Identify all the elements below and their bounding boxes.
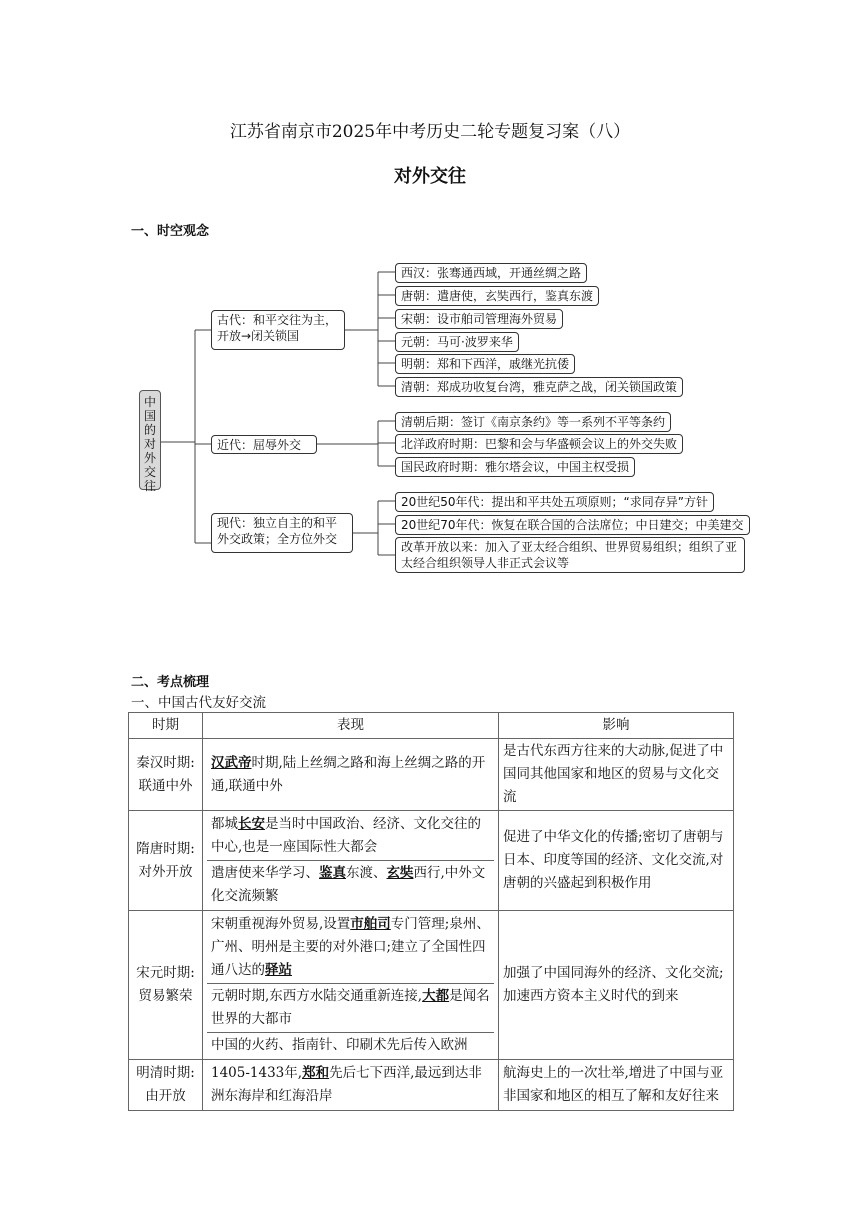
detail-item: [207, 751, 494, 799]
leaf-reform-era: 改革开放以来：加入了亚太经合组织、世界贸易组织；组织了亚太经合组织领导人非正式会议等: [395, 537, 745, 573]
detail-text: 1405-1433年,: [211, 1065, 303, 1081]
table-caption: 一、中国古代友好交流: [131, 695, 266, 711]
detail-text: 是闻名世界的大都市: [211, 988, 490, 1027]
table-row: [129, 739, 734, 811]
keyword: 鉴真: [319, 865, 346, 881]
table-row: [129, 811, 734, 911]
document-title: 江苏省南京市2025年中考历史二轮专题复习案（八）: [229, 122, 631, 142]
detail-item: [207, 861, 494, 909]
row-period: 隋唐时期:对外开放: [129, 811, 203, 911]
row-period: 宋元时期:贸易繁荣: [129, 911, 203, 1060]
detail-text: 遣唐使来华学习、: [211, 865, 319, 881]
detail-text: 时期,陆上丝绸之路和海上丝绸之路的开通,联通中外: [211, 754, 486, 794]
keyword: 玄奘: [386, 865, 414, 881]
detail-text: 元朝时期,东西方水陆交通重新连接,: [211, 988, 423, 1004]
leaf-late-qing: 清朝后期：签订《南京条约》等一系列不平等条约: [395, 412, 671, 432]
keyword: 长安: [238, 816, 265, 832]
detail-text: 东渡、: [346, 865, 387, 881]
table-header-row: [129, 713, 734, 739]
detail-text: 中国的火药、指南针、印刷术先后传入欧洲: [211, 1037, 468, 1053]
detail-item: [207, 1033, 494, 1058]
leaf-nationalist: 国民政府时期：雅尔塔会议，中国主权受损: [395, 457, 635, 477]
table-row: [129, 911, 734, 1060]
row-impact: 航海史上的一次壮举,增进了中国与亚非国家和地区的相互了解和友好往来: [499, 1060, 734, 1111]
detail-text: 都城: [211, 816, 238, 832]
row-details: [203, 739, 499, 811]
detail-item: [207, 984, 494, 1033]
detail-item: [207, 812, 494, 861]
row-details: [203, 1060, 499, 1111]
leaf-song: 宋朝：设市舶司管理海外贸易: [395, 309, 563, 329]
leaf-1970s: 20世纪70年代：恢复在联合国的合法席位；中日建交；中美建交: [395, 515, 750, 535]
header-impact: 影响: [499, 713, 734, 739]
row-period: 明清时期:由开放: [129, 1060, 203, 1111]
detail-text: 宋朝重视海外贸易,设置: [211, 916, 351, 932]
detail-text: 是当时中国政治、经济、文化交往的中心,也是一座国际性大都会: [211, 816, 481, 855]
mind-map-root: 中国的对外交往: [139, 390, 161, 490]
leaf-qing: 清朝：郑成功收复台湾，雅克萨之战，闭关锁国政策: [395, 377, 683, 397]
detail-text: 专门管理;泉州、广州、明州是主要的对外港口;建立了全国性四通八达的: [211, 916, 490, 978]
row-impact: 是古代东西方往来的大动脉,促进了中国同其他国家和地区的贸易与文化交流: [499, 739, 734, 811]
detail-item: [207, 1061, 494, 1109]
leaf-beiyang: 北洋政府时期：巴黎和会与华盛顿会议上的外交失败: [395, 434, 683, 454]
row-period: 秦汉时期:联通中外: [129, 739, 203, 811]
leaf-western-han: 西汉：张骞通西域，开通丝绸之路: [395, 263, 587, 283]
section-heading-keypoints: 二、考点梳理: [131, 675, 210, 690]
leaf-tang: 唐朝：遣唐使，玄奘西行，鉴真东渡: [395, 286, 599, 306]
exchange-table: [128, 712, 734, 1111]
keyword: 大都: [422, 988, 450, 1004]
keyword: 市舶司: [350, 916, 391, 932]
section-heading-spacetime: 一、时空观念: [131, 224, 210, 239]
branch-contemporary: 现代：独立自主的和平外交政策；全方位外交: [211, 513, 353, 553]
leaf-yuan: 元朝：马可·波罗来华: [395, 332, 519, 352]
document-subtitle: 对外交往: [394, 166, 466, 187]
header-performance: 表现: [203, 713, 499, 739]
detail-text: 西行,中外文化交流频繁: [211, 865, 486, 904]
keyword: 郑和: [302, 1065, 330, 1081]
row-details: [203, 911, 499, 1060]
leaf-ming: 明朝：郑和下西洋，戚继光抗倭: [395, 354, 575, 374]
detail-text: 先后七下西洋,最远到达非洲东海岸和红海沿岸: [211, 1065, 482, 1104]
row-details: [203, 811, 499, 911]
row-impact: 促进了中华文化的传播;密切了唐朝与日本、印度等国的经济、文化交流,对唐朝的兴盛起到积极作用: [499, 811, 734, 911]
row-impact: 加强了中国同海外的经济、文化交流;加速西方资本主义时代的到来: [499, 911, 734, 1060]
detail-item: [207, 912, 494, 984]
table-row: [129, 1060, 734, 1111]
branch-ancient: 古代：和平交往为主，开放→闭关锁国: [211, 310, 345, 350]
keyword: 驿站: [265, 962, 292, 978]
header-period: 时期: [129, 713, 203, 739]
keyword: 汉武帝: [211, 754, 252, 771]
leaf-1950s: 20世纪50年代：提出和平共处五项原则；“求同存异”方针: [395, 492, 714, 512]
branch-modern-early: 近代：屈辱外交: [211, 435, 317, 454]
